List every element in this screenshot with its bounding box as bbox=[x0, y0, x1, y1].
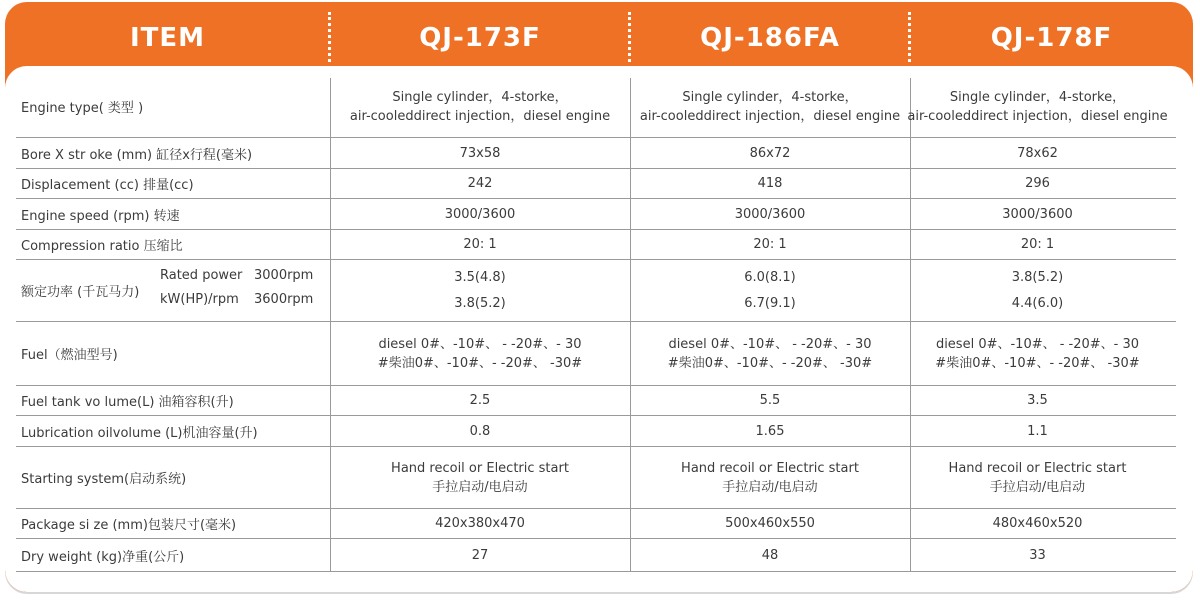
row-value-model-3 bbox=[910, 169, 1165, 198]
row-value-model-3 bbox=[910, 230, 1165, 259]
row-label: Bore X str oke (mm) 缸径x行程(毫米) bbox=[21, 147, 253, 163]
table-row bbox=[16, 322, 1176, 386]
value-line: 3000/3600 bbox=[734, 206, 806, 222]
row-value-model-1 bbox=[330, 76, 630, 137]
value-line: 3000/3600 bbox=[1002, 206, 1073, 222]
value-line: 4.4(6.0) bbox=[1011, 295, 1064, 311]
row-label: Compression ratio 压缩比 bbox=[21, 239, 183, 254]
table-row bbox=[16, 76, 1176, 138]
table-row bbox=[16, 169, 1176, 199]
row-value-model-1 bbox=[330, 169, 630, 198]
row-value-model-3 bbox=[910, 447, 1165, 508]
value-line: 手拉启动/电启动 bbox=[432, 479, 528, 495]
value-line: Hand recoil or Electric start bbox=[681, 460, 859, 476]
row-label: Fuel（燃油型号) bbox=[21, 348, 118, 363]
power-sublabel: kW(HP)/rpm bbox=[160, 292, 239, 307]
value-line: diesel 0#、-10#、 - -20#、- 30 bbox=[378, 336, 582, 352]
row-value-model-3 bbox=[910, 539, 1165, 571]
row-value-model-3 bbox=[907, 76, 1168, 137]
value-line: air-cooleddirect injection，diesel engine bbox=[639, 108, 901, 124]
value-line: Single cylinder，4-storke， bbox=[682, 89, 858, 105]
spec-table-frame bbox=[5, 2, 1193, 592]
value-line: 27 bbox=[471, 547, 489, 563]
value-line: Hand recoil or Electric start bbox=[391, 460, 569, 476]
row-label: Engine speed (rpm) 转速 bbox=[21, 208, 180, 224]
row-value-model-1 bbox=[330, 322, 630, 385]
row-value-model-3 bbox=[910, 199, 1165, 229]
row-value-model-1 bbox=[330, 386, 630, 415]
value-line: 6.7(9.1) bbox=[744, 295, 796, 311]
value-line: diesel 0#、-10#、 - -20#、- 30 bbox=[935, 336, 1140, 352]
row-value-model-1 bbox=[330, 447, 630, 508]
row-label: Lubrication oilvolume (L)机油容量(升) bbox=[21, 425, 258, 441]
table-row bbox=[16, 386, 1176, 416]
table-row bbox=[16, 260, 1176, 322]
value-line: 33 bbox=[1029, 547, 1046, 563]
row-value-model-1 bbox=[330, 199, 630, 229]
row-value-model-2 bbox=[630, 230, 910, 259]
value-line: #柴油0#、-10#、- -20#、 -30# bbox=[667, 355, 873, 371]
value-line: 1.1 bbox=[1027, 423, 1048, 439]
value-line: 418 bbox=[757, 176, 783, 191]
row-value-model-1 bbox=[330, 260, 630, 321]
header-item: ITEM bbox=[129, 23, 206, 53]
row-value-model-2 bbox=[630, 416, 910, 446]
row-value-model-2 bbox=[630, 199, 910, 229]
row-value-model-1 bbox=[330, 509, 630, 538]
row-label: Starting system(启动系统) bbox=[21, 472, 187, 487]
value-line: #柴油0#、-10#、- -20#、 -30# bbox=[377, 355, 583, 371]
value-line: 6.0(8.1) bbox=[744, 269, 796, 285]
power-sublabel: 3600rpm bbox=[254, 292, 314, 307]
row-value-model-3 bbox=[910, 416, 1165, 446]
value-line: 500x460x550 bbox=[725, 516, 815, 531]
row-value-model-3 bbox=[910, 386, 1165, 415]
value-line: 手拉启动/电启动 bbox=[989, 479, 1086, 495]
header-model-3: QJ-178F bbox=[990, 23, 1113, 53]
value-line: Hand recoil or Electric start bbox=[948, 460, 1127, 476]
table-row bbox=[16, 230, 1176, 260]
row-value-model-3 bbox=[910, 322, 1165, 385]
value-line: 手拉启动/电启动 bbox=[722, 479, 818, 495]
value-line: 73x58 bbox=[459, 145, 501, 161]
power-sublabel: Rated power bbox=[160, 268, 243, 283]
value-line: 242 bbox=[467, 176, 493, 191]
table-body bbox=[5, 66, 1193, 592]
value-line: 0.8 bbox=[469, 423, 491, 439]
row-label: Fuel tank vo lume(L) 油箱容积(升) bbox=[21, 395, 234, 410]
row-value-model-2 bbox=[630, 260, 910, 321]
value-line: 20: 1 bbox=[753, 237, 787, 252]
table-row bbox=[16, 416, 1176, 447]
row-value-model-2 bbox=[630, 76, 910, 137]
row-value-model-3 bbox=[910, 138, 1165, 168]
value-line: 3.8(5.2) bbox=[1011, 269, 1064, 285]
row-value-model-2 bbox=[630, 386, 910, 415]
value-line: 3000/3600 bbox=[444, 206, 516, 222]
value-line: 48 bbox=[761, 547, 779, 563]
value-line: Single cylinder，4-storke， bbox=[949, 89, 1126, 105]
value-line: 20: 1 bbox=[1020, 237, 1055, 252]
value-line: 5.5 bbox=[759, 393, 781, 408]
value-line: 78x62 bbox=[1017, 145, 1058, 161]
row-value-model-3 bbox=[910, 509, 1165, 538]
value-line: 420x380x470 bbox=[435, 516, 525, 531]
value-line: 3.5 bbox=[1027, 393, 1048, 408]
row-value-model-1 bbox=[330, 138, 630, 168]
row-label: Displacement (cc) 排量(cc) bbox=[21, 178, 194, 193]
value-line: 20: 1 bbox=[463, 237, 497, 252]
value-line: air-cooleddirect injection，diesel engine bbox=[349, 108, 611, 124]
row-value-model-2 bbox=[630, 539, 910, 571]
table-row bbox=[16, 509, 1176, 539]
row-value-model-2 bbox=[630, 138, 910, 168]
table-row bbox=[16, 199, 1176, 230]
value-line: diesel 0#、-10#、 - -20#、- 30 bbox=[668, 336, 872, 352]
value-line: 86x72 bbox=[749, 145, 791, 161]
row-label: 额定功率 (千瓦马力) bbox=[21, 285, 140, 300]
table-header bbox=[5, 2, 1193, 74]
row-label: Dry weight (kg)净重(公斤) bbox=[21, 549, 185, 565]
row-value-model-3 bbox=[910, 260, 1165, 321]
power-sublabel: 3000rpm bbox=[254, 268, 314, 283]
row-value-model-2 bbox=[630, 169, 910, 198]
row-value-model-2 bbox=[630, 509, 910, 538]
row-value-model-1 bbox=[330, 416, 630, 446]
value-line: #柴油0#、-10#、- -20#、 -30# bbox=[935, 355, 1140, 371]
value-line: 1.65 bbox=[755, 423, 785, 439]
header-model-1: QJ-173F bbox=[419, 23, 541, 53]
header-model-2: QJ-186FA bbox=[700, 23, 840, 53]
table-row bbox=[16, 447, 1176, 509]
row-value-model-2 bbox=[630, 447, 910, 508]
value-line: 480x460x520 bbox=[992, 516, 1083, 531]
value-line: air-cooleddirect injection，diesel engine bbox=[907, 108, 1168, 124]
row-value-model-1 bbox=[330, 539, 630, 571]
table-row bbox=[16, 539, 1176, 572]
value-line: 3.8(5.2) bbox=[454, 295, 506, 311]
value-line: 296 bbox=[1025, 176, 1050, 191]
row-label: Package si ze (mm)包装尺寸(毫米) bbox=[21, 518, 237, 533]
value-line: 3.5(4.8) bbox=[454, 269, 506, 285]
value-line: 2.5 bbox=[469, 393, 491, 408]
row-label: Engine type( 类型 ) bbox=[21, 101, 144, 116]
row-value-model-1 bbox=[330, 230, 630, 259]
table-row bbox=[16, 138, 1176, 169]
value-line: Single cylinder，4-storke， bbox=[392, 89, 568, 105]
row-value-model-2 bbox=[630, 322, 910, 385]
